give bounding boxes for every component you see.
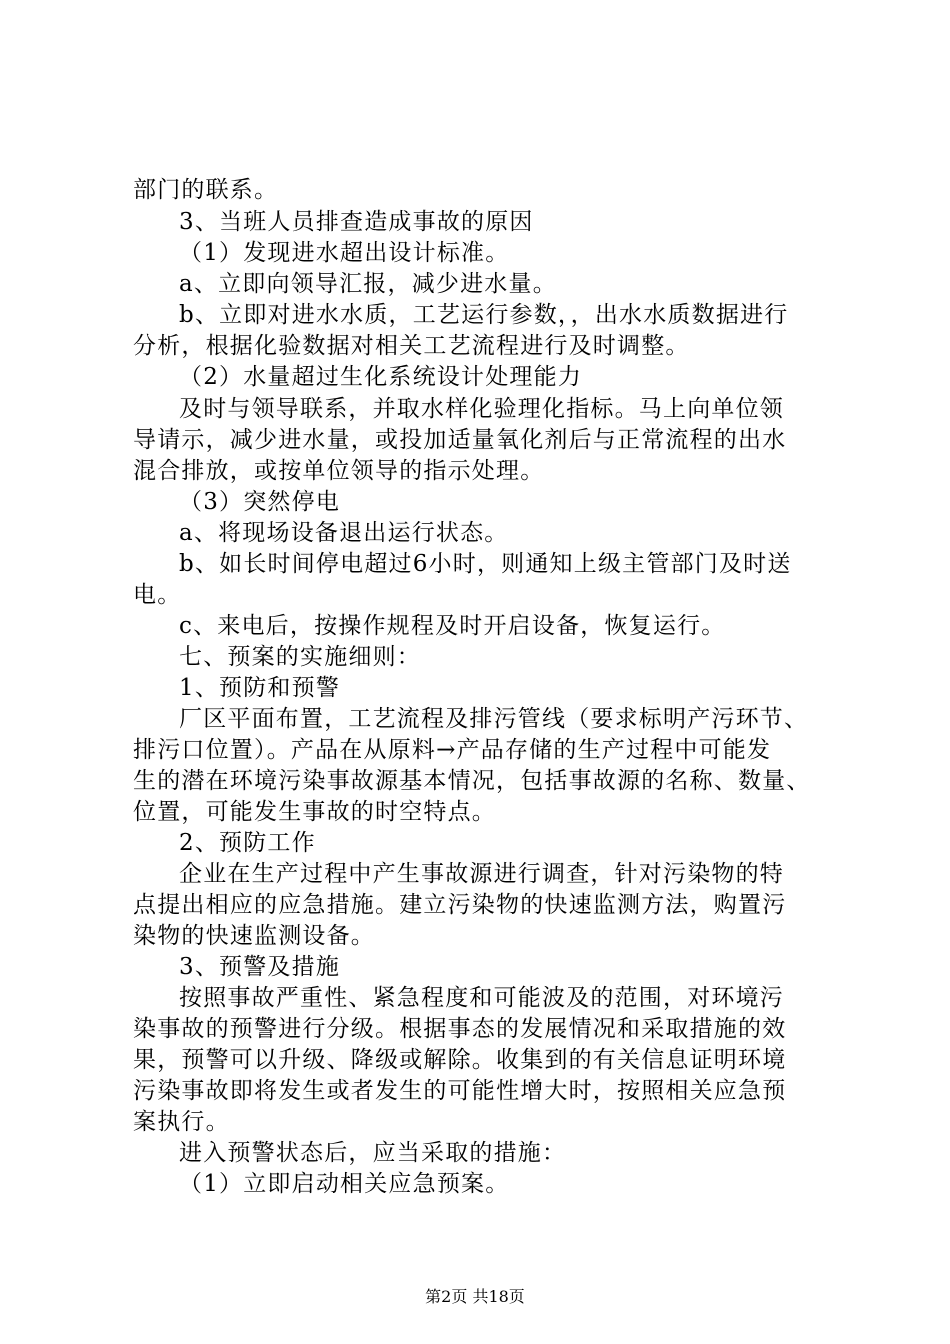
text-line: 1、预防和预警 xyxy=(179,675,341,701)
text-line: 染物的快速监测设备。 xyxy=(133,923,375,949)
text-line: 染事故的预警进行分级。根据事态的发展情况和采取措施的效 xyxy=(133,1016,787,1042)
text-line: 及时与领导联系，并取水样化验理化指标。马上向单位领 xyxy=(179,396,784,422)
text-line: 点提出相应的应急措施。建立污染物的快速监测方法，购置污 xyxy=(133,892,787,918)
text-line: 电。 xyxy=(133,582,182,608)
text-line: 进入预警状态后，应当采取的措施： xyxy=(179,1140,567,1166)
text-line: 案执行。 xyxy=(133,1109,230,1135)
text-line: b、如长时间停电超过6小时，则通知上级主管部门及时送 xyxy=(179,551,792,577)
text-line: a、将现场设备退出运行状态。 xyxy=(179,520,509,546)
text-line: 污染事故即将发生或者发生的可能性增大时，按照相关应急预 xyxy=(133,1078,787,1104)
text-line: （1）发现进水超出设计标准。 xyxy=(179,240,510,266)
text-line: （1）立即启动相关应急预案。 xyxy=(179,1171,510,1197)
text-line: 按照事故严重性、紧急程度和可能波及的范围，对环境污 xyxy=(179,985,784,1011)
text-line: 部门的联系。 xyxy=(133,177,279,203)
page-footer: 第2页 共18页 xyxy=(425,1287,525,1306)
text-line: 3、当班人员排查造成事故的原因 xyxy=(179,209,534,235)
text-line: （3）突然停电 xyxy=(179,489,341,515)
text-line: 2、预防工作 xyxy=(179,830,316,856)
text-line: 3、预警及措施 xyxy=(179,954,341,980)
text-line: a、立即向领导汇报，减少进水量。 xyxy=(179,271,557,297)
text-line: 导请示，减少进水量，或投加适量氧化剂后与正常流程的出水 xyxy=(133,427,787,453)
text-line: b、立即对进水水质，工艺运行参数，，出水水质数据进行 xyxy=(179,302,789,328)
text-line: 生的潜在环境污染事故源基本情况，包括事故源的名称、数量、 xyxy=(133,768,811,794)
text-line: （2）水量超过生化系统设计处理能力 xyxy=(179,364,583,390)
text-line: 厂区平面布置，工艺流程及排污管线（要求标明产污环节、 xyxy=(179,706,809,732)
text-line: 企业在生产过程中产生事故源进行调查，针对污染物的特 xyxy=(179,861,784,887)
text-line: 混合排放，或按单位领导的指示处理。 xyxy=(133,458,545,484)
text-line: 七、预案的实施细则： xyxy=(179,644,421,670)
text-line: 果，预警可以升级、降级或解除。收集到的有关信息证明环境 xyxy=(133,1047,787,1073)
text-line: 位置，可能发生事故的时空特点。 xyxy=(133,799,496,825)
text-line: c、来电后，按操作规程及时开启设备，恢复运行。 xyxy=(179,613,726,639)
text-line: 排污口位置）。产品在从原料→产品存储的生产过程中可能发 xyxy=(133,737,772,763)
text-line: 分析，根据化验数据对相关工艺流程进行及时调整。 xyxy=(133,333,690,359)
